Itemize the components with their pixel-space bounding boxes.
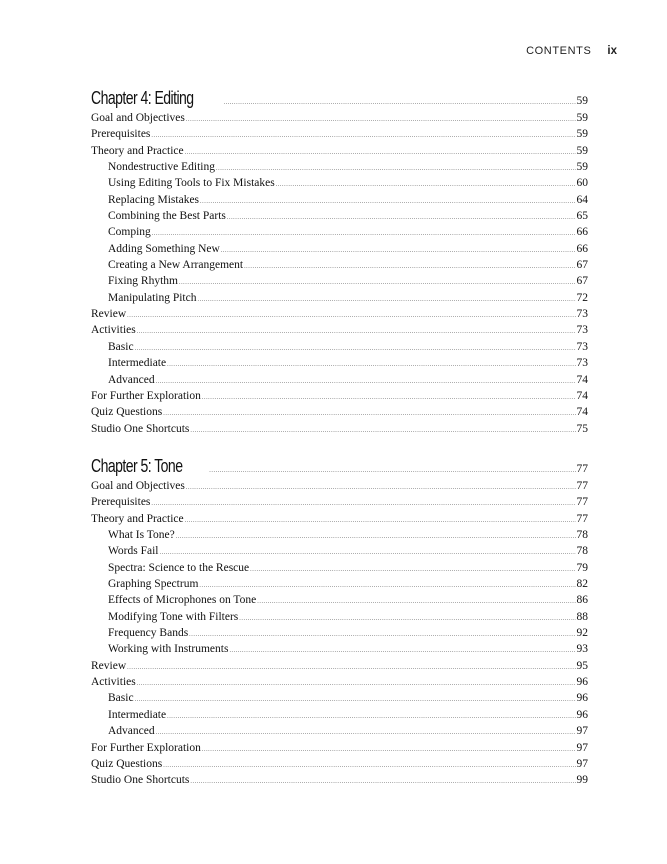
toc-entry-label: Adding Something New	[108, 242, 220, 255]
toc-entry-page-number: 78	[576, 529, 588, 542]
running-header-section: CONTENTS	[526, 45, 592, 57]
chapter-title: Chapter 4: Editing	[91, 88, 194, 108]
toc-entry-label: Words Fail	[108, 545, 159, 558]
toc-entry[interactable]	[91, 177, 588, 193]
toc-entry-page-number: 73	[576, 308, 588, 321]
chapter-block	[91, 88, 588, 439]
toc-entry[interactable]	[91, 128, 588, 144]
toc-entry[interactable]	[91, 406, 588, 422]
dot-leader	[163, 763, 575, 769]
toc-entry-label: Studio One Shortcuts	[91, 774, 190, 787]
toc-entry[interactable]	[91, 112, 588, 128]
dot-leader	[224, 100, 576, 106]
dot-leader	[163, 411, 575, 417]
dot-leader	[160, 550, 576, 556]
toc-entry[interactable]	[91, 423, 588, 439]
toc-entry-page-number: 97	[576, 725, 588, 738]
page-number: ix	[607, 45, 617, 57]
chapter-title: Chapter 5: Tone	[91, 456, 183, 476]
toc-entry[interactable]	[91, 643, 588, 659]
toc-entry[interactable]	[91, 676, 588, 692]
toc-entry-page-number: 79	[576, 561, 588, 574]
dot-leader	[185, 518, 576, 524]
dot-leader	[167, 714, 575, 720]
toc-entry[interactable]	[91, 692, 588, 708]
toc-entry-page-number: 96	[576, 692, 588, 705]
dot-leader	[216, 166, 576, 172]
toc-entry[interactable]	[91, 357, 588, 373]
toc-entry-label: Nondestructive Editing	[108, 161, 215, 174]
dot-leader	[135, 697, 576, 703]
toc-entry[interactable]	[91, 562, 588, 578]
toc-entry-label: Theory and Practice	[91, 512, 184, 525]
toc-entry-page-number: 59	[576, 112, 588, 124]
dot-leader	[186, 117, 576, 123]
toc-entry[interactable]	[91, 308, 588, 324]
toc-entry-page-number: 95	[576, 659, 588, 672]
dot-leader	[185, 150, 576, 156]
toc-entry-page-number: 74	[576, 389, 588, 402]
toc-entry[interactable]	[91, 627, 588, 643]
toc-entry-label: Comping	[108, 226, 151, 239]
dot-leader	[209, 468, 575, 474]
dot-leader	[221, 248, 576, 254]
toc-entry-label: Intermediate	[108, 708, 167, 721]
toc-entry-page-number: 92	[576, 627, 588, 640]
toc-entry-label: Advanced	[108, 725, 155, 738]
toc-entry-page-number: 82	[576, 578, 588, 591]
dot-leader	[250, 567, 575, 573]
toc-entry[interactable]	[91, 578, 588, 594]
toc-entry-label: Theory and Practice	[91, 144, 184, 157]
dot-leader	[186, 485, 576, 491]
toc-entry-label: Creating a New Arrangement	[108, 259, 244, 272]
toc-entry-label: Activities	[91, 324, 136, 337]
toc-entry[interactable]	[91, 161, 588, 177]
toc-entry[interactable]	[91, 194, 588, 210]
dot-leader	[151, 133, 575, 139]
toc-entry-page-number: 59	[576, 144, 588, 157]
toc-entry-page-number: 74	[576, 373, 588, 386]
toc-entry[interactable]	[91, 725, 588, 741]
chapter-page-number: 77	[576, 463, 588, 475]
toc-entry-page-number: 97	[576, 757, 588, 770]
toc-entry-label: Basic	[108, 692, 134, 705]
toc-entry-label: Goal and Objectives	[91, 480, 185, 492]
toc-entry-page-number: 73	[576, 357, 588, 370]
dot-leader	[276, 182, 576, 188]
toc-entry[interactable]	[91, 594, 588, 610]
dot-leader	[156, 379, 576, 385]
toc-entry-label: Advanced	[108, 373, 155, 386]
dot-leader	[135, 346, 576, 352]
dot-leader	[197, 297, 575, 303]
toc-entry-page-number: 73	[576, 324, 588, 337]
toc-entry-page-number: 74	[576, 406, 588, 419]
running-header	[526, 45, 617, 57]
toc-entry[interactable]	[91, 341, 588, 357]
toc-entry-label: Spectra: Science to the Rescue	[108, 561, 250, 574]
toc-entry-label: Manipulating Pitch	[108, 291, 197, 304]
toc-entry-label: What Is Tone?	[108, 529, 175, 542]
toc-entry-label: Graphing Spectrum	[108, 578, 199, 591]
dot-leader	[227, 215, 576, 221]
toc-entry[interactable]	[91, 611, 588, 627]
toc-entry-page-number: 67	[576, 275, 588, 288]
toc-entry-page-number: 97	[576, 741, 588, 754]
dot-leader	[202, 395, 576, 401]
toc-entry[interactable]	[91, 226, 588, 242]
toc-entry-label: For Further Exploration	[91, 389, 201, 402]
toc-entry-label: Studio One Shortcuts	[91, 422, 190, 435]
dot-leader	[156, 730, 576, 736]
toc-entry-page-number: 67	[576, 259, 588, 272]
toc-entry-page-number: 93	[576, 643, 588, 656]
toc-entry-page-number: 77	[576, 496, 588, 509]
toc-entry[interactable]	[91, 758, 588, 774]
toc-entry-label: Intermediate	[108, 357, 167, 370]
toc-entry-page-number: 66	[576, 242, 588, 255]
toc-entry[interactable]	[91, 145, 588, 161]
toc-entry[interactable]	[91, 513, 588, 529]
toc-entry-label: Combining the Best Parts	[108, 210, 226, 223]
dot-leader	[167, 362, 575, 368]
toc-entry-page-number: 64	[576, 193, 588, 206]
chapter-block	[91, 456, 588, 791]
toc-entry[interactable]	[91, 709, 588, 725]
dot-leader	[179, 280, 576, 286]
toc-entry-page-number: 73	[576, 340, 588, 353]
toc-entry[interactable]	[91, 243, 588, 259]
toc-entry-label: Prerequisites	[91, 496, 151, 509]
toc-entry-page-number: 59	[576, 128, 588, 141]
toc-entry-label: Fixing Rhythm	[108, 275, 178, 288]
toc-entry-label: Basic	[108, 340, 134, 353]
dot-leader	[190, 428, 575, 434]
toc-entry[interactable]	[91, 660, 588, 676]
toc-entry-page-number: 65	[576, 210, 588, 223]
toc-entry-label: Replacing Mistakes	[108, 193, 200, 206]
dot-leader	[244, 264, 575, 270]
toc-entry-label: Quiz Questions	[91, 757, 163, 770]
toc-entry-label: Prerequisites	[91, 128, 151, 141]
toc-entry-page-number: 78	[576, 545, 588, 558]
toc-entry-page-number: 88	[576, 610, 588, 623]
toc-entry-label: Effects of Microphones on Tone	[108, 594, 257, 607]
dot-leader	[137, 329, 576, 335]
dot-leader	[189, 632, 575, 638]
toc-entry[interactable]	[91, 259, 588, 275]
dot-leader	[176, 534, 576, 540]
dot-leader	[137, 681, 576, 687]
toc-entry-label: Using Editing Tools to Fix Mistakes	[108, 177, 275, 190]
toc-entry-page-number: 75	[576, 422, 588, 435]
toc-entry[interactable]	[91, 529, 588, 545]
dot-leader	[151, 501, 575, 507]
dot-leader	[257, 599, 575, 605]
toc-entry-label: Frequency Bands	[108, 627, 189, 640]
chapter-heading-row[interactable]	[91, 456, 588, 480]
toc-entry-label: Quiz Questions	[91, 406, 163, 419]
dot-leader	[199, 583, 575, 589]
dot-leader	[152, 231, 576, 237]
toc-entry-page-number: 66	[576, 226, 588, 239]
dot-leader	[127, 313, 575, 319]
toc-entry[interactable]	[91, 275, 588, 291]
toc-entry-page-number: 60	[576, 177, 588, 190]
toc-entry-page-number: 86	[576, 594, 588, 607]
toc-entry-label: Modifying Tone with Filters	[108, 610, 239, 623]
toc-entry[interactable]	[91, 496, 588, 512]
toc-entry[interactable]	[91, 210, 588, 226]
toc-entry-page-number: 99	[576, 774, 588, 787]
toc-entry-page-number: 59	[576, 161, 588, 174]
toc-entry[interactable]	[91, 374, 588, 390]
toc-entry[interactable]	[91, 292, 588, 308]
dot-leader	[127, 665, 575, 671]
toc-entry[interactable]	[91, 742, 588, 758]
dot-leader	[202, 747, 576, 753]
toc-entry[interactable]	[91, 545, 588, 561]
toc-entry-page-number: 77	[576, 480, 588, 492]
toc-entry-page-number: 96	[576, 708, 588, 721]
toc-entry[interactable]	[91, 774, 588, 790]
toc-entry-page-number: 77	[576, 512, 588, 525]
toc-entry-label: Review	[91, 308, 127, 321]
toc-entry-label: Activities	[91, 676, 136, 689]
toc-entry[interactable]	[91, 390, 588, 406]
dot-leader	[239, 616, 575, 622]
chapter-page-number: 59	[576, 95, 588, 107]
dot-leader	[190, 779, 575, 785]
toc-entry-label: For Further Exploration	[91, 741, 201, 754]
toc-entry-label: Goal and Objectives	[91, 112, 185, 124]
dot-leader	[200, 199, 575, 205]
toc-entry[interactable]	[91, 480, 588, 496]
toc-entry[interactable]	[91, 324, 588, 340]
toc-entry-page-number: 96	[576, 676, 588, 689]
chapter-heading-row[interactable]	[91, 88, 588, 112]
toc-entry-label: Working with Instruments	[108, 643, 229, 656]
dot-leader	[229, 648, 575, 654]
toc-entry-page-number: 72	[576, 291, 588, 304]
toc-entry-label: Review	[91, 659, 127, 672]
